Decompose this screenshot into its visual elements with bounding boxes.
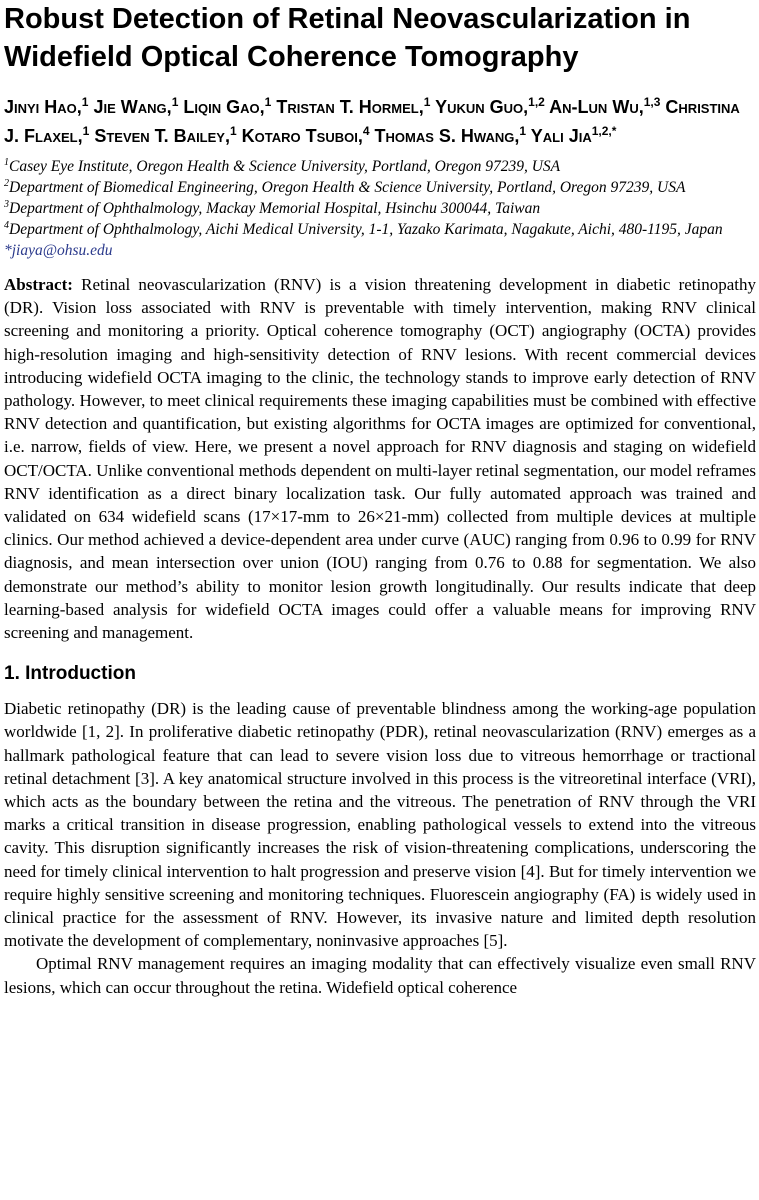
affiliation: $^1$Casey Eye Institute, Oregon Health & Science University, Portland, Oregon 97239, USA [4, 156, 561, 175]
affiliation-list [4, 156, 756, 261]
author: Jie Wang,$^1$ [93, 95, 179, 117]
author: Thomas S. Hwang,$^1$ [374, 124, 527, 146]
author: An-Lun Wu,$^{1,3}$ [549, 95, 661, 117]
intro-paragraph-2: Optimal RNV management requires an imaging modality that can effectively visualize even small RNV lesions, which can occur throughout the retina. Widefield optical coherence [4, 954, 756, 997]
paper-title: Robust Detection of Retinal Neovascularization in Widefield Optical Coherence Tomography [4, 3, 691, 73]
author: Liqin Gao,$^1$ [183, 95, 272, 117]
author: Christina J. Flaxel,$^1$ [4, 97, 740, 146]
author: Yukun Guo,$^{1,2}$ [435, 95, 545, 117]
affiliation: $^4$Department of Ophthalmology, Aichi Medical University, 1-1, Yazako Karimata, Nagakute, Aichi, 480-1195, Japan [4, 219, 723, 238]
paper-page [4, 0, 756, 999]
author: Tristan T. Hormel,$^1$ [276, 95, 431, 117]
author: Yali Jia$^{1,2,*}$ [530, 124, 617, 146]
affiliation: $^3$Department of Ophthalmology, Mackay Memorial Hospital, Hsinchu 300044, Taiwan [4, 198, 541, 217]
author: Steven T. Bailey,$^1$ [94, 124, 237, 146]
abstract-label: Abstract: [4, 275, 73, 294]
affiliation: $^2$Department of Biomedical Engineering, Oregon Health & Science University, Portland, Oregon 97239, USA [4, 177, 686, 196]
corresponding-email[interactable]: *jiaya@ohsu.edu [4, 242, 113, 259]
author: Kotaro Tsuboi,$^4$ [241, 124, 370, 146]
author: Jinyi Hao,$^1$ [4, 95, 89, 117]
abstract [4, 273, 756, 644]
author-list [4, 93, 756, 151]
intro-paragraph-1: Diabetic retinopathy (DR) is the leading cause of preventable blindness among the working-age population worldwide [1, 2]. In proliferative diabetic retinopathy (PDR), retinal neovascularization (RNV) emerges as a hallmark pathological feature that can lead to severe vision loss due to vitreous hemorrhage or tractional retinal detachment [3]. A key anatomical structure involved in this process is the vitreoretinal interface (VRI), which acts as the boundary between the retina and the vitreous. The penetration of RNV through the VRI marks a critical transition in disease progression, enabling pathological vessels to extend into the vitreous cavity. This disruption significantly increases the risk of vision-threatening complications, underscoring the need for timely clinical intervention to halt progression and preserve vision [4]. But for timely intervention we require highly sensitive screening and monitoring techniques. Fluorescein angiography (FA) is widely used in clinical practice for the assessment of RNV. However, its invasive nature and limited depth resolution motivate the development of complementary, noninvasive approaches [5]. [4, 699, 756, 951]
abstract-text: Retinal neovascularization (RNV) is a vision threatening development in diabetic retinopathy (DR). Vision loss associated with RNV is preventable with timely intervention, making RNV clinical screening and monitoring a priority. Optical coherence tomography (OCT) angiography (OCTA) provides high-resolution imaging and high-sensitivity detection of RNV lesions. With recent commercial devices introducing widefield OCTA imaging to the clinic, the technology stands to improve early detection of RNV pathology. However, to meet clinical requirements these imaging capabilities must be combined with effective RNV detection and quantification, but existing algorithms for OCTA images are optimized for conventional, i.e. narrow, fields of view. Here, we present a novel approach for RNV diagnosis and staging on widefield OCT/OCTA. Unlike conventional methods dependent on multi-layer retinal segmentation, our model reframes RNV identification as a direct binary localization task. Our fully automated approach was trained and validated on 634 widefield scans (17×17-mm to 26×21-mm) collected from multiple devices at multiple clinics. Our method achieved a device-dependent area under curve (AUC) ranging from 0.96 to 0.99 for RNV diagnosis, and mean intersection over union (IOU) ranging from 0.76 to 0.88 for segmentation. We also demonstrate our method’s ability to monitor lesion growth longitudinally. Our results indicate that deep learning-based analysis for widefield OCTA images could offer a valuable means for improving RNV screening and management. [4, 275, 756, 643]
section-heading-introduction: 1. Introduction [4, 663, 136, 685]
